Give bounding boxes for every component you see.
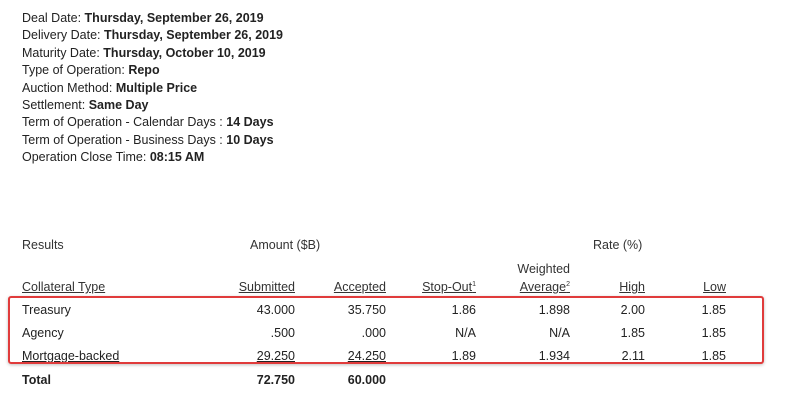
deal-date-label: Deal Date:	[22, 11, 82, 25]
auction-method-value: Multiple Price	[115, 80, 198, 95]
row-mortgage-backed-accepted: 24.250	[347, 349, 386, 363]
calendar-days-row	[22, 114, 283, 131]
rate-group-header: Rate (%)	[593, 238, 643, 252]
submitted-header[interactable]: Submitted	[238, 280, 295, 294]
deal-date-row	[22, 10, 283, 27]
weighted-average-header-label: Average	[519, 280, 567, 294]
total-submitted: 72.750	[256, 373, 295, 387]
settlement-value: Same Day	[88, 98, 149, 113]
calendar-days-label: Term of Operation - Calendar Days :	[22, 115, 223, 130]
settlement-label: Settlement:	[22, 98, 86, 113]
maturity-date-label: Maturity Date:	[22, 45, 100, 60]
high-header[interactable]: High	[619, 280, 645, 294]
total-accepted: 60.000	[347, 373, 386, 387]
row-treasury-type: Treasury	[22, 303, 71, 317]
accepted-header[interactable]: Accepted	[333, 280, 386, 294]
highlight-box	[8, 296, 764, 364]
weighted-header-top: Weighted	[517, 262, 570, 276]
business-days-row	[22, 132, 283, 149]
business-days-label: Term of Operation - Business Days :	[22, 132, 223, 147]
close-time-row	[22, 149, 283, 166]
delivery-date-value: Thursday, September 26, 2019	[103, 28, 284, 43]
results-label: Results	[22, 238, 64, 252]
settlement-row	[22, 97, 283, 114]
close-time-label: Operation Close Time:	[22, 150, 147, 165]
delivery-date-row	[22, 27, 283, 44]
row-treasury-stop-out: 1.86	[451, 303, 476, 317]
row-agency-high: 1.85	[620, 326, 645, 340]
operation-details	[22, 10, 283, 167]
row-mortgage-backed-stop-out: 1.89	[451, 349, 476, 363]
auction-method-row	[22, 80, 283, 97]
row-agency-stop-out: N/A	[455, 326, 476, 340]
row-treasury-low: 1.85	[701, 303, 726, 317]
auction-method-label: Auction Method:	[22, 80, 113, 95]
close-time-value: 08:15 AM	[149, 150, 205, 165]
amount-group-header: Amount ($B)	[250, 238, 321, 252]
business-days-value: 10 Days	[226, 132, 274, 147]
maturity-date-row	[22, 45, 283, 62]
operation-type-value: Repo	[128, 63, 160, 78]
low-header[interactable]: Low	[703, 280, 726, 294]
calendar-days-value: 14 Days	[226, 115, 274, 130]
operation-type-row	[22, 62, 283, 79]
row-agency-submitted: .500	[270, 326, 295, 340]
row-mortgage-backed-submitted: 29.250	[256, 349, 295, 363]
delivery-date-label: Delivery Date:	[22, 28, 101, 43]
stop-out-header[interactable]	[422, 280, 476, 294]
row-agency-weighted-average: N/A	[549, 326, 570, 340]
row-mortgage-backed-low: 1.85	[701, 349, 726, 363]
operation-type-label: Type of Operation:	[22, 63, 125, 78]
collateral-type-header[interactable]: Collateral Type	[22, 280, 106, 294]
row-agency-low: 1.85	[701, 326, 726, 340]
row-mortgage-backed-weighted-average: 1.934	[538, 349, 570, 363]
weighted-average-footnote: 2	[566, 280, 570, 288]
maturity-date-value: Thursday, October 10, 2019	[103, 45, 266, 60]
row-agency-accepted: .000	[361, 326, 386, 340]
weighted-average-header[interactable]	[520, 280, 570, 294]
total-label: Total	[22, 373, 51, 387]
row-treasury-weighted-average: 1.898	[538, 303, 570, 317]
row-treasury-submitted: 43.000	[256, 303, 295, 317]
row-treasury-accepted: 35.750	[347, 303, 386, 317]
row-mortgage-backed-type: Mortgage-backed	[22, 349, 120, 363]
row-mortgage-backed-high: 2.11	[621, 349, 645, 363]
row-treasury-high: 2.00	[620, 303, 645, 317]
deal-date-value: Thursday, September 26, 2019	[84, 11, 264, 25]
row-agency-type: Agency	[22, 326, 64, 340]
stop-out-footnote: 1	[472, 280, 476, 288]
stop-out-header-label: Stop-Out	[422, 280, 473, 294]
